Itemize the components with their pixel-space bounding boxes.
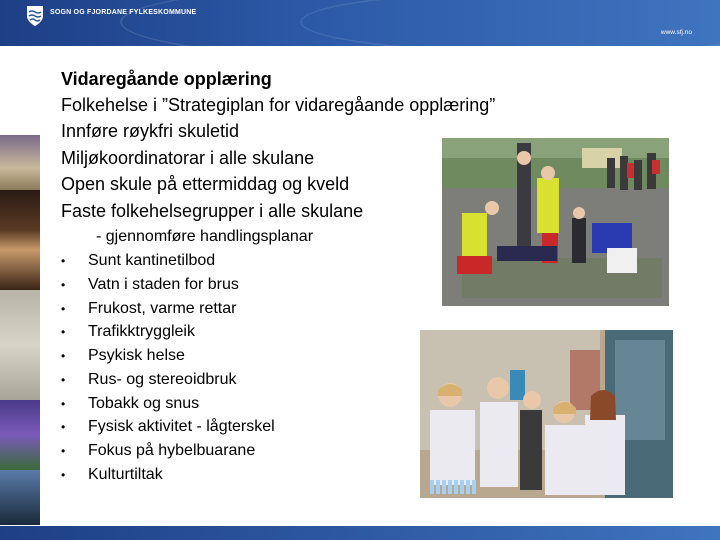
list-item-text: Sunt kantinetilbod [88, 252, 216, 269]
bullet-dot: • [61, 254, 66, 268]
header-banner [0, 0, 720, 46]
list-item [0, 298, 400, 320]
text-line: Open skule på ettermiddag og kveld [61, 174, 350, 194]
list-item [0, 250, 400, 272]
list-item [0, 274, 400, 296]
slide-title: Vidaregåande opplæring [61, 69, 272, 89]
list-item-text: Vatn i staden for brus [88, 276, 239, 293]
list-item-text: Trafikktryggleik [88, 323, 195, 340]
list-item-text: Fokus på hybelbuarane [88, 442, 256, 459]
footer-bar [0, 526, 720, 540]
photo-students-water [420, 330, 673, 498]
list-item [0, 345, 400, 367]
bullet-dot: • [61, 444, 66, 458]
bullet-dot: • [61, 397, 66, 411]
list-item-text: Kulturtiltak [88, 466, 163, 483]
bullet-dot: • [61, 302, 66, 316]
list-item [0, 393, 400, 415]
list-item [0, 369, 400, 391]
list-item [0, 464, 400, 486]
header-wave-decoration [300, 0, 720, 46]
list-item-text: Rus- og stereoidbruk [88, 371, 237, 388]
bullet-dot: • [61, 420, 66, 434]
list-item-text: Tobakk og snus [88, 395, 200, 412]
photo-first-aid-demo [442, 138, 669, 306]
bullet-dot: • [61, 373, 66, 387]
list-item [0, 416, 400, 438]
bullet-dot: • [61, 468, 66, 482]
text-line: Faste folkehelsegrupper i alle skulane [61, 201, 364, 221]
list-item [0, 440, 400, 462]
bullet-dot: • [61, 349, 66, 363]
sub-intro-text: - gjennomføre handlingsplanar [96, 228, 314, 245]
bullet-dot: • [61, 325, 66, 339]
text-line: Miljøkoordinatorar i alle skulane [61, 148, 315, 168]
bullet-dot: • [61, 278, 66, 292]
coat-of-arms-logo [26, 5, 44, 27]
list-item-text: Fysisk aktivitet - lågterskel [88, 418, 275, 435]
list-item-text: Frukost, varme rettar [88, 300, 237, 317]
list-item [0, 321, 400, 343]
strip-photo-landscape [0, 135, 40, 190]
text-line: Folkehelse i ”Strategiplan for vidaregåande opplæring” [61, 95, 496, 115]
text-line: Innføre røykfri skuletid [61, 121, 240, 141]
list-item-text: Psykisk helse [88, 347, 185, 364]
organization-name: SOGN OG FJORDANE FYLKESKOMMUNE [50, 9, 197, 16]
website-url: www.sfj.no [660, 29, 692, 36]
